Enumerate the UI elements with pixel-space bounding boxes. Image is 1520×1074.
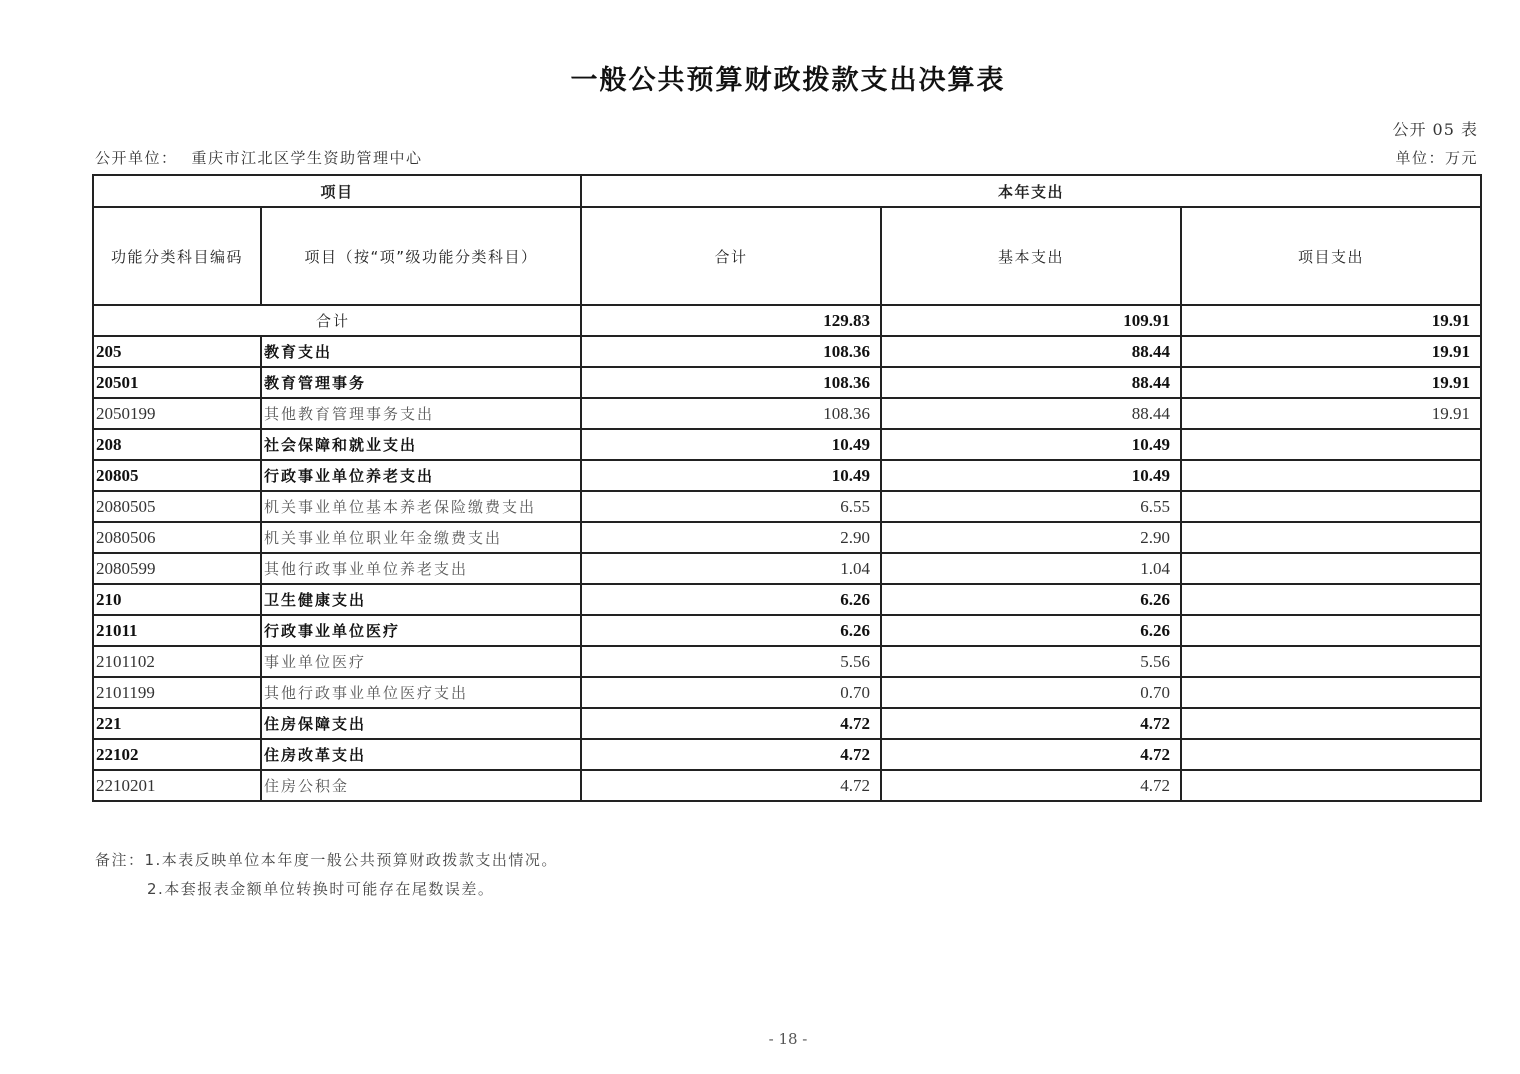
form-number: 公开 05 表 xyxy=(1392,120,1478,139)
row-basic: 4.72 xyxy=(881,770,1181,801)
row-total: 10.49 xyxy=(581,429,881,460)
row-project xyxy=(1181,770,1481,801)
row-name: 机关事业单位职业年金缴费支出 xyxy=(261,522,581,553)
row-basic: 4.72 xyxy=(881,708,1181,739)
table-row xyxy=(93,770,1481,801)
row-name: 事业单位医疗 xyxy=(261,646,581,677)
row-code: 2080599 xyxy=(93,553,261,584)
row-basic: 1.04 xyxy=(881,553,1181,584)
total-row xyxy=(93,305,1481,336)
row-total: 6.26 xyxy=(581,584,881,615)
row-code: 210 xyxy=(93,584,261,615)
header-basic: 基本支出 xyxy=(881,207,1181,305)
row-basic: 6.55 xyxy=(881,491,1181,522)
row-name: 行政事业单位医疗 xyxy=(261,615,581,646)
total-amount: 129.83 xyxy=(581,305,881,336)
row-project xyxy=(1181,708,1481,739)
currency-unit: 单位：万元 xyxy=(1395,149,1478,167)
row-total: 4.72 xyxy=(581,708,881,739)
row-code: 208 xyxy=(93,429,261,460)
row-code: 21011 xyxy=(93,615,261,646)
row-total: 108.36 xyxy=(581,367,881,398)
table-row xyxy=(93,708,1481,739)
row-total: 6.55 xyxy=(581,491,881,522)
row-name: 住房改革支出 xyxy=(261,739,581,770)
row-basic: 0.70 xyxy=(881,677,1181,708)
row-project xyxy=(1181,553,1481,584)
row-basic: 5.56 xyxy=(881,646,1181,677)
row-code: 20805 xyxy=(93,460,261,491)
row-project xyxy=(1181,522,1481,553)
row-basic: 10.49 xyxy=(881,460,1181,491)
row-name: 住房保障支出 xyxy=(261,708,581,739)
row-code: 2210201 xyxy=(93,770,261,801)
table-row xyxy=(93,398,1481,429)
table-row xyxy=(93,553,1481,584)
row-code: 2101199 xyxy=(93,677,261,708)
table-row xyxy=(93,739,1481,770)
table-row xyxy=(93,491,1481,522)
row-code: 20501 xyxy=(93,367,261,398)
table-row xyxy=(93,584,1481,615)
note-2: 2.本套报表金额单位转换时可能存在尾数误差。 xyxy=(147,880,495,898)
page-number: - 18 - xyxy=(768,1030,808,1048)
row-code: 2080506 xyxy=(93,522,261,553)
table-row xyxy=(93,677,1481,708)
row-name: 住房公积金 xyxy=(261,770,581,801)
row-total: 5.56 xyxy=(581,646,881,677)
row-project xyxy=(1181,460,1481,491)
table-row xyxy=(93,646,1481,677)
header-project-group: 项目 xyxy=(93,175,581,207)
header-total: 合计 xyxy=(581,207,881,305)
row-project xyxy=(1181,429,1481,460)
expenditure-table xyxy=(92,174,1482,802)
row-code: 2050199 xyxy=(93,398,261,429)
row-basic: 6.26 xyxy=(881,615,1181,646)
row-total: 10.49 xyxy=(581,460,881,491)
row-code: 2080505 xyxy=(93,491,261,522)
row-project xyxy=(1181,584,1481,615)
table-row xyxy=(93,367,1481,398)
row-total: 6.26 xyxy=(581,615,881,646)
row-project: 19.91 xyxy=(1181,367,1481,398)
header-code: 功能分类科目编码 xyxy=(93,207,261,305)
reporting-unit xyxy=(95,147,423,168)
row-basic: 88.44 xyxy=(881,336,1181,367)
row-total: 1.04 xyxy=(581,553,881,584)
table-row xyxy=(93,615,1481,646)
row-code: 2101102 xyxy=(93,646,261,677)
total-label: 合计 xyxy=(93,305,581,336)
row-name: 行政事业单位养老支出 xyxy=(261,460,581,491)
row-project xyxy=(1181,646,1481,677)
row-project xyxy=(1181,677,1481,708)
note-1: 备注：1.本表反映单位本年度一般公共预算财政拨款支出情况。 xyxy=(95,851,558,869)
row-project: 19.91 xyxy=(1181,336,1481,367)
header-row-columns xyxy=(93,207,1481,305)
row-project: 19.91 xyxy=(1181,398,1481,429)
row-basic: 88.44 xyxy=(881,398,1181,429)
row-name: 其他行政事业单位养老支出 xyxy=(261,553,581,584)
total-basic: 109.91 xyxy=(881,305,1181,336)
row-basic: 6.26 xyxy=(881,584,1181,615)
row-total: 0.70 xyxy=(581,677,881,708)
row-basic: 2.90 xyxy=(881,522,1181,553)
row-name: 教育管理事务 xyxy=(261,367,581,398)
table-row xyxy=(93,522,1481,553)
row-project xyxy=(1181,615,1481,646)
row-code: 205 xyxy=(93,336,261,367)
table-row xyxy=(93,336,1481,367)
table-row xyxy=(93,460,1481,491)
row-name: 其他行政事业单位医疗支出 xyxy=(261,677,581,708)
table-row xyxy=(93,429,1481,460)
row-total: 4.72 xyxy=(581,739,881,770)
row-basic: 10.49 xyxy=(881,429,1181,460)
row-total: 4.72 xyxy=(581,770,881,801)
reporting-unit-label: 公开单位： xyxy=(95,149,178,167)
row-name: 卫生健康支出 xyxy=(261,584,581,615)
row-total: 108.36 xyxy=(581,336,881,367)
row-basic: 4.72 xyxy=(881,739,1181,770)
row-total: 2.90 xyxy=(581,522,881,553)
header-project: 项目支出 xyxy=(1181,207,1481,305)
row-code: 221 xyxy=(93,708,261,739)
header-name: 项目（按“项”级功能分类科目） xyxy=(261,207,581,305)
row-project xyxy=(1181,739,1481,770)
header-row-group xyxy=(93,175,1481,207)
page-title: 一般公共预算财政拨款支出决算表 xyxy=(570,65,1006,96)
notes xyxy=(95,846,558,904)
row-code: 22102 xyxy=(93,739,261,770)
row-total: 108.36 xyxy=(581,398,881,429)
row-project xyxy=(1181,491,1481,522)
header-current-year-group: 本年支出 xyxy=(581,175,1481,207)
row-basic: 88.44 xyxy=(881,367,1181,398)
organization-name: 重庆市江北区学生资助管理中心 xyxy=(191,149,423,167)
total-project: 19.91 xyxy=(1181,305,1481,336)
row-name: 社会保障和就业支出 xyxy=(261,429,581,460)
row-name: 教育支出 xyxy=(261,336,581,367)
row-name: 其他教育管理事务支出 xyxy=(261,398,581,429)
row-name: 机关事业单位基本养老保险缴费支出 xyxy=(261,491,581,522)
